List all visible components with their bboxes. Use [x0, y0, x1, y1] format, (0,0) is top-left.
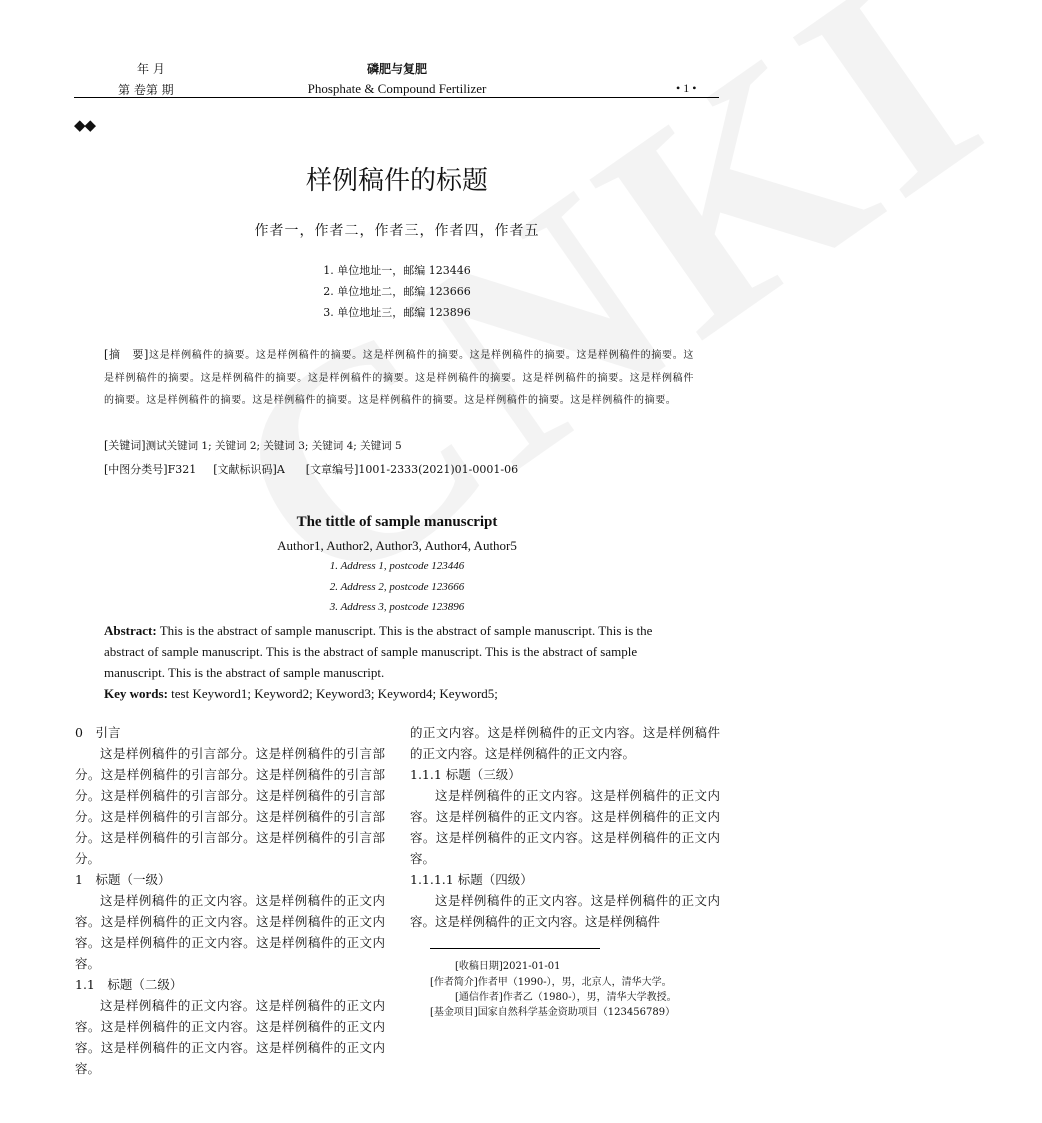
english-abstract — [104, 620, 694, 704]
keywords-text: 测试关键词 1; 关键词 2; 关键词 3; 关键词 4; 关键词 5 — [145, 440, 402, 452]
body-right-column — [410, 722, 720, 932]
section-1-1-1-1-heading: 1.1.1.1 标题（四级） — [410, 872, 533, 887]
keywords-label: [关键词] — [104, 439, 146, 452]
footnote-rule — [430, 948, 600, 949]
header-volume-issue: 第 卷第 期 — [118, 83, 174, 97]
doc-code-value: A — [276, 463, 285, 476]
article-number-label: [文章编号] — [305, 463, 359, 476]
header-page-number: • 1 • — [676, 81, 697, 95]
footnote-author-intro: [作者简介]作者甲（1990-），男，北京人，清华大学。 — [430, 977, 672, 988]
english-address-2: 2. Address 2, postcode 123666 — [329, 581, 465, 593]
address-3: 3. 单位地址三，邮编 123896 — [323, 306, 471, 319]
abstract-label: [摘 要] — [104, 348, 149, 361]
section-0-text: 这是样例稿件的引言部分。这是样例稿件的引言部分。这是样例稿件的引言部分。这是样例稿件的引言部分。这是样例稿件的引言部分。这是样例稿件的引言部分。这是样例稿件的引言部分。这是样例稿件的引言部分。这是样例稿件的引言部分。这是样例稿件的引言部分。 — [75, 746, 385, 866]
section-1-1-text: 这是样例稿件的正文内容。这是样例稿件的正文内容。这是样例稿件的正文内容。这是样例稿件的正文内容。这是样例稿件的正文内容。这是样例稿件的正文内容。 — [75, 998, 385, 1076]
english-abstract-text: This is the abstract of sample manuscript. This is the abstract of sample manuscript. This is the abstract of sample manuscript. This is the abstract of sample manuscript. This is the abstract of sample manuscript. This is the abstract of sample manuscript. — [104, 623, 653, 680]
address-2: 2. 单位地址二，邮编 123666 — [323, 285, 471, 298]
section-1-heading: 1 标题（一级） — [75, 872, 171, 887]
section-1-1-1-heading: 1.1.1 标题（三级） — [410, 767, 521, 782]
paper-title: 样例稿件的标题 — [305, 166, 488, 196]
article-number-value: 1001-2333(2021)01-0001-06 — [358, 463, 519, 476]
section-1-1-1-text: 这是样例稿件的正文内容。这是样例稿件的正文内容。这是样例稿件的正文内容。这是样例稿件的正文内容。这是样例稿件的正文内容。这是样例稿件的正文内容。 — [410, 788, 720, 866]
footnote-corresponding: [通信作者]作者乙（1980-），男，清华大学教授。 — [455, 992, 677, 1003]
header-year-month: 年 月 — [137, 62, 165, 76]
english-address-3: 3. Address 3, postcode 123896 — [329, 601, 465, 613]
section-1-1-continued: 的正文内容。这是样例稿件的正文内容。这是样例稿件的正文内容。这是样例稿件的正文内容。 — [410, 725, 720, 761]
body-left-column — [75, 722, 385, 1076]
abstract-text: 这是样例稿件的摘要。这是样例稿件的摘要。这是样例稿件的摘要。这是样例稿件的摘要。这是样例稿件的摘要。这是样例稿件的摘要。这是样例稿件的摘要。这是样例稿件的摘要。这是样例稿件的摘要。这是样例稿件的摘要。这是样例稿件的摘要。这是样例稿件的摘要。这是样例稿件的摘要。这是样例稿件的摘要。这是样例稿件的摘要。这是样例稿件的摘要。 — [104, 350, 694, 406]
header-journal-en: Phosphate & Compound Fertilizer — [307, 81, 487, 96]
english-address-1: 1. Address 1, postcode 123446 — [329, 560, 465, 572]
footnote-received: [收稿日期]2021-01-01 — [455, 961, 561, 972]
section-1-1-1-1-text: 这是样例稿件的正文内容。这是样例稿件的正文内容。这是样例稿件的正文内容。这是样例稿件 — [410, 893, 720, 929]
clc-label: [中图分类号] — [104, 463, 168, 476]
english-authors: Author1, Author2, Author3, Author4, Author5 — [277, 538, 517, 553]
classification-line — [104, 461, 518, 477]
author-list: 作者一，作者二，作者三，作者四，作者五 — [254, 223, 540, 239]
keywords-cn — [104, 437, 402, 453]
footnote-fund: [基金项目]国家自然科学基金资助项目（123456789） — [430, 1007, 676, 1018]
address-1: 1. 单位地址一，邮编 123446 — [323, 264, 471, 277]
section-1-text: 这是样例稿件的正文内容。这是样例稿件的正文内容。这是样例稿件的正文内容。这是样例稿件的正文内容。这是样例稿件的正文内容。这是样例稿件的正文内容。 — [75, 893, 385, 971]
section-1-1-heading: 1.1 标题（二级） — [75, 977, 183, 992]
english-keywords-text: test Keyword1; Keyword2; Keyword3; Keyword4; Keyword5; — [171, 686, 498, 701]
english-keywords-label: Key words: — [104, 686, 168, 701]
english-abstract-label: Abstract: — [104, 623, 157, 638]
header-rule — [74, 97, 719, 98]
abstract-cn — [104, 344, 694, 413]
header-journal-cn: 磷肥与复肥 — [366, 62, 427, 76]
clc-value: F321 — [167, 463, 197, 476]
section-0-heading: 0 引言 — [75, 725, 121, 740]
english-title: The tittle of sample manuscript — [296, 514, 498, 530]
diamond-icon: ◆◆ — [74, 116, 96, 134]
doc-code-label: [文献标识码] — [213, 463, 277, 476]
